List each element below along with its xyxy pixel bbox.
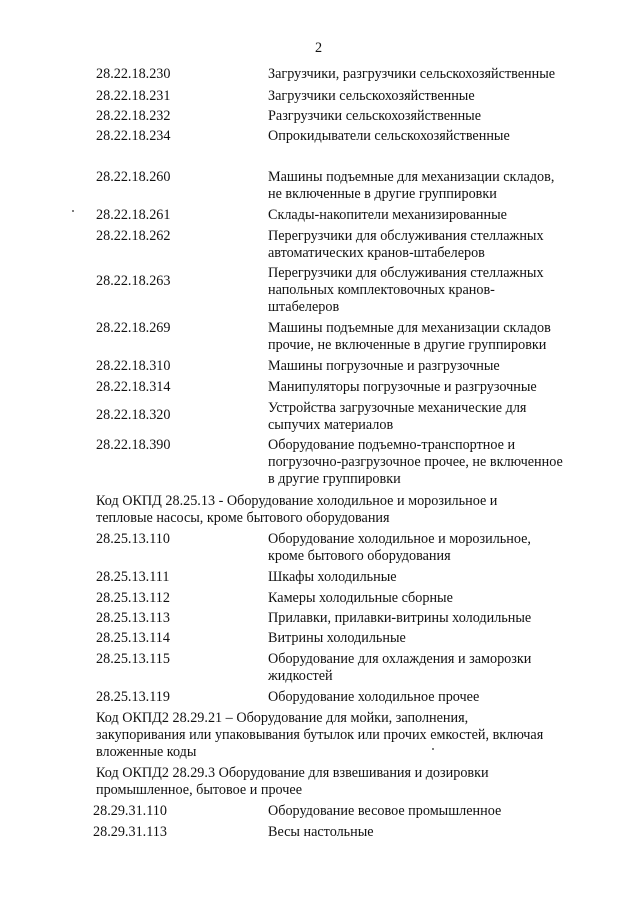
entry-description: Шкафы холодильные — [268, 569, 397, 585]
entry-code: 28.22.18.232 — [96, 108, 171, 124]
entry-code: 28.22.18.231 — [96, 88, 171, 104]
entry-code: 28.22.18.261 — [96, 207, 171, 223]
entry-code: 28.22.18.260 — [96, 169, 171, 185]
entry-code: 28.22.18.310 — [96, 358, 171, 374]
scan-speck — [432, 748, 434, 750]
entry-code: 28.25.13.112 — [96, 590, 170, 606]
entry-description: Прилавки, прилавки-витрины холодильные — [268, 610, 532, 626]
entry-code: 28.25.13.115 — [96, 651, 170, 667]
entry-code: 28.25.13.114 — [96, 630, 170, 646]
entry-description: Оборудование для охлаждения и заморозки жидкостей — [268, 651, 532, 684]
scan-speck — [72, 210, 74, 212]
entry-code: 28.29.31.110 — [93, 803, 167, 819]
entry-description: Оборудование холодильное прочее — [268, 689, 480, 705]
entry-code: 28.22.18.263 — [96, 273, 171, 289]
entry-description: Манипуляторы погрузочные и разгрузочные — [268, 379, 537, 395]
entry-code: 28.22.18.262 — [96, 228, 171, 244]
entry-description: Машины подъемные для механизации складов прочие, не включенные в другие группировки — [268, 320, 551, 353]
entry-code: 28.22.18.314 — [96, 379, 171, 395]
entry-description: Оборудование холодильное и морозильное, кроме бытового оборудования — [268, 531, 531, 564]
entry-code: 28.25.13.111 — [96, 569, 170, 585]
entry-code: 28.22.18.320 — [96, 407, 171, 423]
entry-code: 28.29.31.113 — [93, 824, 167, 840]
entry-code: 28.25.13.113 — [96, 610, 170, 626]
entry-description: Разгрузчики сельскохозяйственные — [268, 108, 482, 124]
page-number: 2 — [314, 40, 323, 56]
entry-description: Устройства загрузочные механические для сыпучих материалов — [268, 400, 527, 433]
entry-description: Машины подъемные для механизации складов, не включенные в другие группировки — [268, 169, 555, 202]
section-heading: Код ОКПД 28.25.13 - Оборудование холодильное и морозильное и тепловые насосы, кроме бытового оборудования — [96, 493, 498, 526]
entry-code: 28.25.13.110 — [96, 531, 170, 547]
entry-description: Загрузчики сельскохозяйственные — [268, 88, 475, 104]
entry-code: 28.25.13.119 — [96, 689, 170, 705]
entry-description: Склады-накопители механизированные — [268, 207, 507, 223]
entry-description: Витрины холодильные — [268, 630, 406, 646]
entry-description: Весы настольные — [268, 824, 374, 840]
entry-code: 28.22.18.230 — [96, 66, 171, 82]
entry-description: Оборудование подъемно-транспортное и погрузочно-разгрузочное прочее, не включенное в другие группировки — [268, 437, 563, 487]
entry-description: Загрузчики, разгрузчики сельскохозяйственные — [268, 66, 556, 82]
entry-code: 28.22.18.234 — [96, 128, 171, 144]
entry-code: 28.22.18.390 — [96, 437, 171, 453]
entry-description: Перегрузчики для обслуживания стеллажных напольных комплектовочных кранов- штабелеров — [268, 265, 544, 315]
entry-code: 28.22.18.269 — [96, 320, 171, 336]
entry-description: Камеры холодильные сборные — [268, 590, 453, 606]
section-heading: Код ОКПД2 28.29.21 – Оборудование для мойки, заполнения, закупоривания или упаковывания бутылок или прочих емкостей, включая вложенные коды — [96, 710, 544, 760]
section-heading: Код ОКПД2 28.29.3 Оборудование для взвешивания и дозировки промышленное, бытовое и прочее — [96, 765, 489, 798]
entry-description: Опрокидыватели сельскохозяйственные — [268, 128, 510, 144]
entry-description: Перегрузчики для обслуживания стеллажных автоматических кранов-штабелеров — [268, 228, 544, 261]
entry-description: Машины погрузочные и разгрузочные — [268, 358, 500, 374]
entry-description: Оборудование весовое промышленное — [268, 803, 502, 819]
